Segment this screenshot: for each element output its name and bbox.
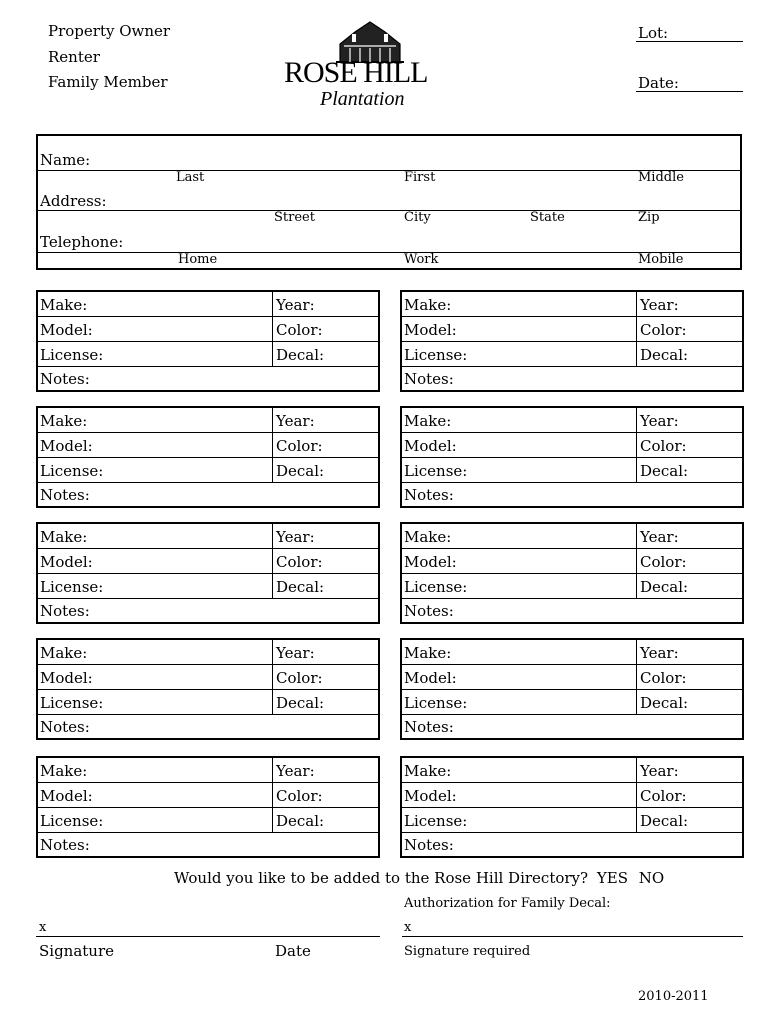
vehicle-make-label[interactable]: Make:: [404, 528, 452, 546]
vehicle-notes-label[interactable]: Notes:: [40, 486, 90, 504]
address-city-label: City: [404, 210, 431, 225]
vehicle-make-label[interactable]: Make:: [404, 296, 452, 314]
signature-date-label: Date: [275, 942, 311, 960]
vehicle-color-label[interactable]: Color:: [276, 669, 323, 687]
vehicle-row-line: [402, 807, 742, 808]
vehicle-model-label[interactable]: Model:: [40, 437, 93, 455]
vehicle-row-line: [402, 714, 742, 715]
vehicle-box: [36, 406, 380, 508]
vehicle-box: [36, 290, 380, 392]
vehicle-model-label[interactable]: Model:: [404, 787, 457, 805]
vehicle-decal-label[interactable]: Decal:: [276, 578, 325, 596]
telephone-home-label: Home: [178, 252, 218, 267]
vehicle-row-line: [402, 664, 742, 665]
vehicle-make-label[interactable]: Make:: [404, 644, 452, 662]
vehicle-color-label[interactable]: Color:: [276, 437, 323, 455]
vehicle-column-divider: [272, 292, 273, 366]
address-row-line: [38, 210, 740, 211]
vehicle-color-label[interactable]: Color:: [276, 553, 323, 571]
vehicle-row-line: [402, 482, 742, 483]
vehicle-color-label[interactable]: Color:: [640, 553, 687, 571]
vehicle-license-label[interactable]: License:: [40, 346, 104, 364]
family-decal-auth-label: Authorization for Family Decal:: [404, 896, 611, 911]
vehicle-license-label[interactable]: License:: [404, 694, 468, 712]
vehicle-row-line: [38, 432, 378, 433]
vehicle-row-line: [38, 598, 378, 599]
vehicle-row-line: [402, 432, 742, 433]
vehicle-row-line: [38, 832, 378, 833]
vehicle-make-label[interactable]: Make:: [404, 412, 452, 430]
vehicle-decal-label[interactable]: Decal:: [276, 462, 325, 480]
auth-signature-line[interactable]: [402, 936, 743, 937]
vehicle-column-divider: [636, 408, 637, 482]
lot-underline: [636, 41, 743, 42]
vehicle-notes-label[interactable]: Notes:: [404, 370, 454, 388]
vehicle-notes-label[interactable]: Notes:: [40, 836, 90, 854]
vehicle-row-line: [402, 598, 742, 599]
vehicle-row-line: [38, 457, 378, 458]
form-year-range: 2010-2011: [638, 989, 709, 1004]
vehicle-row-line: [38, 807, 378, 808]
vehicle-row-line: [402, 341, 742, 342]
vehicle-color-label[interactable]: Color:: [640, 437, 687, 455]
vehicle-notes-label[interactable]: Notes:: [40, 370, 90, 388]
vehicle-license-label[interactable]: License:: [404, 812, 468, 830]
vehicle-row-line: [38, 366, 378, 367]
vehicle-row-line: [402, 548, 742, 549]
auth-x-mark: x: [404, 920, 412, 935]
vehicle-year-label[interactable]: Year:: [640, 296, 679, 314]
vehicle-model-label[interactable]: Model:: [40, 553, 93, 571]
vehicle-year-label[interactable]: Year:: [276, 528, 315, 546]
name-middle-label: Middle: [638, 170, 684, 185]
vehicle-row-line: [402, 457, 742, 458]
owner-type-family-member: Family Member: [48, 73, 168, 91]
vehicle-box: [36, 638, 380, 740]
vehicle-decal-label[interactable]: Decal:: [640, 462, 689, 480]
vehicle-notes-label[interactable]: Notes:: [404, 602, 454, 620]
vehicle-license-label[interactable]: License:: [404, 462, 468, 480]
vehicle-year-label[interactable]: Year:: [276, 412, 315, 430]
vehicle-row-line: [38, 548, 378, 549]
directory-question: [174, 869, 664, 887]
vehicle-box: [400, 638, 744, 740]
vehicle-license-label[interactable]: License:: [40, 812, 104, 830]
directory-question-text: Would you like to be added to the Rose Hill Directory?: [174, 869, 589, 887]
vehicle-column-divider: [636, 640, 637, 714]
vehicle-make-label[interactable]: Make:: [40, 528, 88, 546]
vehicle-license-label[interactable]: License:: [40, 578, 104, 596]
vehicle-model-label[interactable]: Model:: [40, 787, 93, 805]
vehicle-row-line: [402, 316, 742, 317]
vehicle-decal-label[interactable]: Decal:: [640, 578, 689, 596]
vehicle-decal-label[interactable]: Decal:: [276, 812, 325, 830]
vehicle-row-line: [38, 341, 378, 342]
vehicle-license-label[interactable]: License:: [40, 694, 104, 712]
vehicle-make-label[interactable]: Make:: [404, 762, 452, 780]
vehicle-year-label[interactable]: Year:: [640, 644, 679, 662]
signature-line[interactable]: [36, 936, 380, 937]
vehicle-model-label[interactable]: Model:: [40, 669, 93, 687]
vehicle-decal-label[interactable]: Decal:: [640, 694, 689, 712]
vehicle-notes-label[interactable]: Notes:: [40, 718, 90, 736]
vehicle-column-divider: [636, 292, 637, 366]
lot-label: Lot:: [638, 24, 669, 42]
directory-no-option[interactable]: NO: [638, 869, 665, 887]
vehicle-box: [36, 756, 380, 858]
directory-yes-option[interactable]: YES: [596, 869, 628, 887]
vehicle-license-label[interactable]: License:: [404, 578, 468, 596]
signature-x-mark: x: [39, 920, 47, 935]
vehicle-box: [400, 290, 744, 392]
vehicle-color-label[interactable]: Color:: [640, 321, 687, 339]
vehicle-column-divider: [272, 524, 273, 598]
vehicle-make-label[interactable]: Make:: [40, 412, 88, 430]
name-label[interactable]: Name:: [40, 151, 91, 169]
vehicle-row-line: [38, 482, 378, 483]
vehicle-year-label[interactable]: Year:: [640, 762, 679, 780]
vehicle-year-label[interactable]: Year:: [276, 296, 315, 314]
logo-subtitle: Plantation: [320, 88, 405, 110]
vehicle-make-label[interactable]: Make:: [40, 644, 88, 662]
signature-label: Signature: [39, 942, 115, 960]
vehicle-license-label[interactable]: License:: [404, 346, 468, 364]
vehicle-box: [36, 522, 380, 624]
date-underline: [636, 91, 743, 92]
logo-title: ROSE HILL: [284, 56, 428, 89]
vehicle-notes-label[interactable]: Notes:: [40, 602, 90, 620]
vehicle-make-label[interactable]: Make:: [40, 762, 88, 780]
telephone-row-line: [38, 252, 740, 253]
vehicle-decal-label[interactable]: Decal:: [640, 812, 689, 830]
vehicle-column-divider: [272, 408, 273, 482]
vehicle-make-label[interactable]: Make:: [40, 296, 88, 314]
vehicle-box: [400, 406, 744, 508]
vehicle-notes-label[interactable]: Notes:: [404, 486, 454, 504]
vehicle-decal-label[interactable]: Decal:: [640, 346, 689, 364]
vehicle-row-line: [402, 782, 742, 783]
vehicle-year-label[interactable]: Year:: [276, 762, 315, 780]
address-zip-label: Zip: [638, 210, 660, 225]
vehicle-box: [400, 756, 744, 858]
vehicle-row-line: [38, 689, 378, 690]
lot-field[interactable]: [638, 24, 742, 42]
address-state-label: State: [530, 210, 565, 225]
vehicle-color-label[interactable]: Color:: [276, 787, 323, 805]
owner-info-box: [36, 134, 742, 270]
vehicle-color-label[interactable]: Color:: [640, 669, 687, 687]
date-field[interactable]: [638, 74, 742, 92]
owner-type-property-owner: Property Owner: [48, 22, 171, 40]
vehicle-color-label[interactable]: Color:: [276, 321, 323, 339]
vehicle-decal-label[interactable]: Decal:: [276, 346, 325, 364]
vehicle-column-divider: [272, 758, 273, 832]
vehicle-year-label[interactable]: Year:: [276, 644, 315, 662]
vehicle-license-label[interactable]: License:: [40, 462, 104, 480]
name-row-line: [38, 170, 740, 171]
vehicle-row-line: [402, 573, 742, 574]
name-first-label: First: [404, 170, 436, 185]
date-label: Date:: [638, 74, 679, 92]
vehicle-row-line: [38, 316, 378, 317]
vehicle-row-line: [402, 689, 742, 690]
address-label[interactable]: Address:: [40, 192, 107, 210]
vehicle-column-divider: [636, 758, 637, 832]
vehicle-model-label[interactable]: Model:: [404, 553, 457, 571]
vehicle-column-divider: [272, 640, 273, 714]
vehicle-model-label[interactable]: Model:: [40, 321, 93, 339]
telephone-label[interactable]: Telephone:: [40, 233, 124, 251]
vehicle-row-line: [38, 714, 378, 715]
vehicle-row-line: [38, 573, 378, 574]
address-street-label: Street: [274, 210, 315, 225]
vehicle-row-line: [402, 832, 742, 833]
vehicle-row-line: [38, 664, 378, 665]
vehicle-decal-label[interactable]: Decal:: [276, 694, 325, 712]
telephone-work-label: Work: [404, 252, 439, 267]
name-last-label: Last: [176, 170, 205, 185]
owner-type-renter: Renter: [48, 48, 100, 66]
vehicle-year-label[interactable]: Year:: [640, 528, 679, 546]
vehicle-notes-label[interactable]: Notes:: [404, 836, 454, 854]
vehicle-row-line: [38, 782, 378, 783]
vehicle-box: [400, 522, 744, 624]
telephone-mobile-label: Mobile: [638, 252, 684, 267]
vehicle-model-label[interactable]: Model:: [404, 669, 457, 687]
vehicle-column-divider: [636, 524, 637, 598]
signature-required-label: Signature required: [404, 944, 531, 959]
rose-hill-logo: [280, 18, 460, 114]
vehicle-model-label[interactable]: Model:: [404, 437, 457, 455]
vehicle-row-line: [402, 366, 742, 367]
vehicle-notes-label[interactable]: Notes:: [404, 718, 454, 736]
vehicle-model-label[interactable]: Model:: [404, 321, 457, 339]
vehicle-year-label[interactable]: Year:: [640, 412, 679, 430]
vehicle-color-label[interactable]: Color:: [640, 787, 687, 805]
